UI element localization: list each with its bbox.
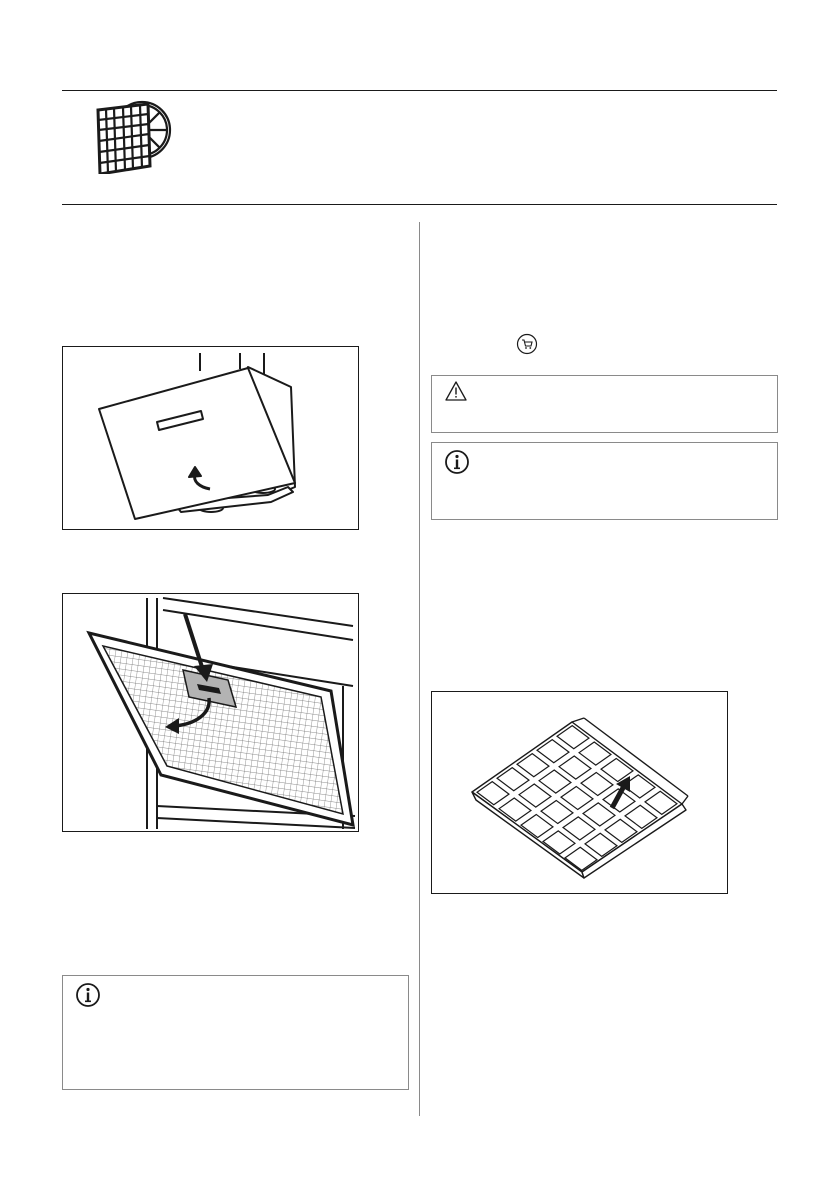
shopping-cart-icon	[516, 333, 538, 355]
info-note-box	[62, 975, 409, 1090]
top-rule	[62, 90, 777, 91]
hood-panel-tilt-up-illustration	[62, 346, 359, 530]
info-circle-icon	[444, 449, 470, 480]
info-note-box-right	[431, 442, 778, 520]
grease-filter-release-illustration	[62, 593, 359, 832]
header-bottom-rule	[62, 204, 777, 205]
grease-filter-frame-illustration	[431, 691, 728, 894]
column-divider	[419, 222, 420, 1116]
warning-note-box	[431, 375, 778, 433]
warning-triangle-icon	[444, 380, 468, 407]
info-circle-icon	[75, 982, 101, 1013]
carbon-filter-grid-and-fan-icon	[80, 98, 176, 174]
